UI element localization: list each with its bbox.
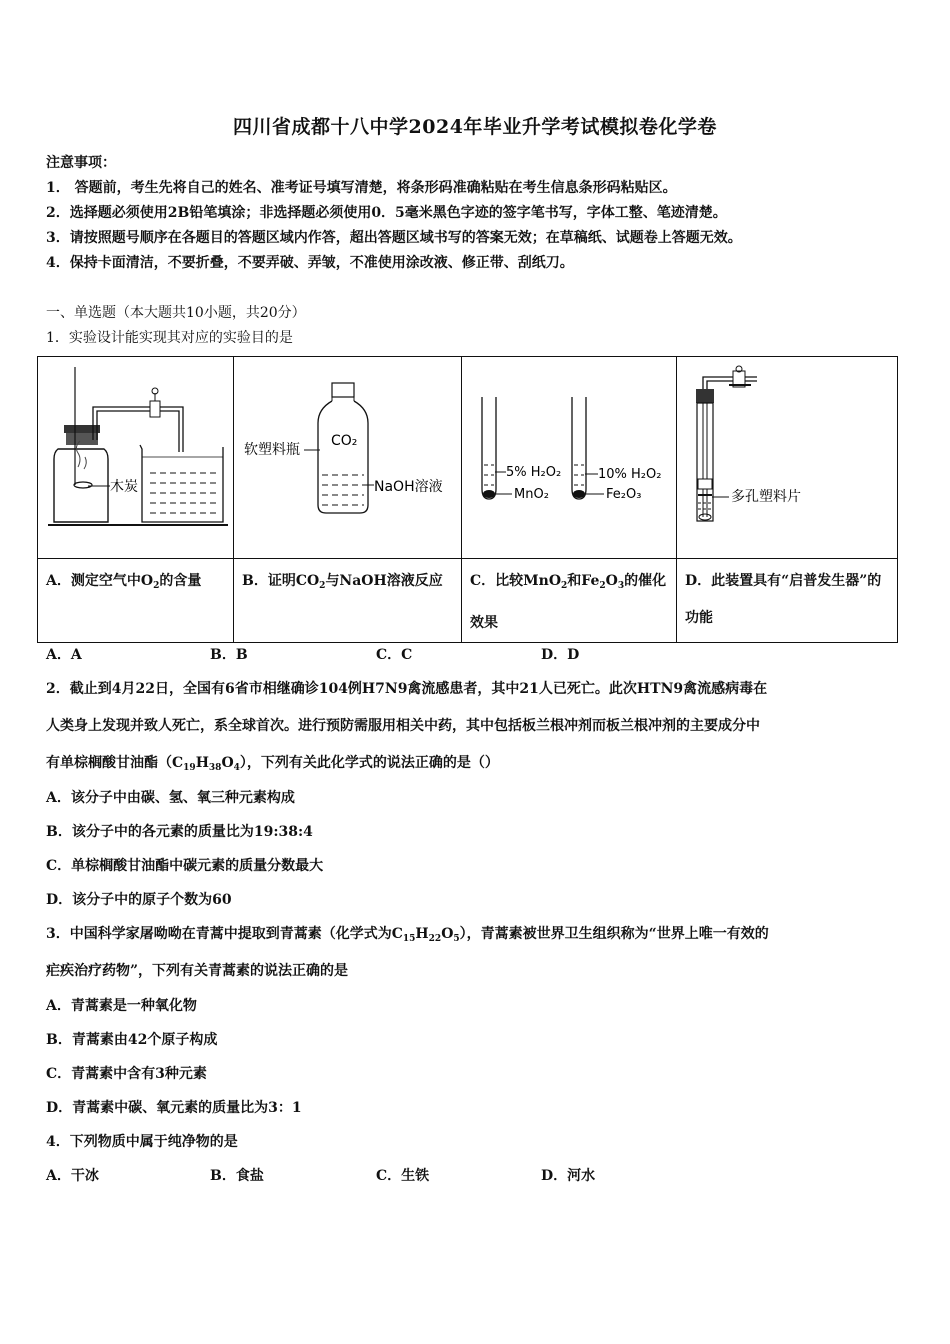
figure-c-cell: [462, 357, 677, 559]
q2-formula-pre: 有单棕榈酸甘油酯（C: [46, 755, 184, 771]
q3-formula-pre: 3．中国科学家屠呦呦在青蒿中提取到青蒿素（化学式为C: [46, 926, 403, 942]
q3-option-d[interactable]: D．青蒿素中碳、氧元素的质量比为3：1: [46, 1100, 302, 1116]
notice-item-3: 3．请按照题号顺序在各题目的答题区域内作答，超出答题区域书写的答案无效；在草稿纸、试题卷上答题无效。: [46, 230, 742, 246]
q1-figure-table: [37, 356, 898, 643]
q2-formula-h: H: [195, 755, 209, 771]
figure-c-left-bottom-label: MnO₂: [514, 487, 549, 502]
caption-a-text-2: 的含量: [159, 573, 202, 589]
caption-b-text-1: B．证明CO: [242, 573, 320, 589]
figure-d-apparatus: [677, 357, 898, 554]
figure-b-bottle-label: 软塑料瓶: [244, 442, 300, 458]
q1-option-c[interactable]: C．C: [376, 647, 413, 663]
figure-b-apparatus: [234, 357, 462, 554]
caption-d: D．此装置具有“启普发生器”的功能: [677, 559, 898, 643]
q4-option-d[interactable]: D．河水: [541, 1168, 596, 1184]
figure-b-cell: [234, 357, 462, 559]
figure-c-right-top-label: 10% H₂O₂: [598, 467, 662, 482]
q3-option-a[interactable]: A．青蒿素是一种氧化物: [46, 998, 197, 1014]
caption-a-text-1: A．测定空气中O: [46, 573, 154, 589]
caption-b-sub: 2: [319, 581, 326, 591]
q2-line-1: 2．截止到4月22日，全国有6省市相继确诊104例H7N9禽流感患者，其中21人已死亡。此次HTN9禽流感病毒在: [46, 681, 768, 697]
q1-option-a[interactable]: A．A: [46, 647, 82, 663]
caption-c-sub-3: 3: [617, 581, 625, 591]
q3-formula-o: O: [441, 926, 454, 942]
q4-option-b[interactable]: B．食盐: [210, 1168, 264, 1184]
q3-formula-sub-o: 5: [453, 934, 460, 944]
caption-b-text-2: 与NaOH溶液反应: [325, 573, 443, 589]
q2-option-b[interactable]: B．该分子中的各元素的质量比为19:38:4: [46, 824, 313, 840]
q3-line-1: [46, 923, 769, 944]
q1-option-d[interactable]: D．D: [541, 647, 580, 663]
q3-option-b[interactable]: B．青蒿素由42个原子构成: [46, 1032, 218, 1048]
q2-formula-post: ），下列有关此化学式的说法正确的是（）: [239, 755, 499, 771]
caption-b: [234, 559, 462, 643]
figure-d-label: 多孔塑料片: [731, 489, 801, 505]
caption-a: [38, 559, 234, 643]
notice-item-4: 4．保持卡面清洁，不要折叠，不要弄破、弄皱，不准使用涂改液、修正带、刮纸刀。: [46, 255, 574, 271]
figure-a-label: 木炭: [110, 479, 138, 495]
q2-formula-sub-h: 38: [208, 763, 222, 773]
caption-c-text-3: O: [605, 573, 618, 589]
figure-b-solution-label: NaOH溶液: [374, 479, 443, 495]
caption-c-sub-2: 2: [599, 581, 606, 591]
q4-option-a[interactable]: A．干冰: [46, 1168, 99, 1184]
figure-b-gas-label: CO₂: [331, 433, 358, 449]
q3-option-c[interactable]: C．青蒿素中含有3种元素: [46, 1066, 207, 1082]
caption-c-text-1: C．比较MnO: [470, 573, 562, 589]
q2-line-2: 人类身上发现并致人死亡，系全球首次。进行预防需服用相关中药，其中包括板兰根冲剂而板兰根冲剂的主要成分中: [46, 718, 760, 734]
caption-c-text-2: 和Fe: [567, 573, 600, 589]
figure-a-apparatus: [38, 357, 234, 554]
figure-c-apparatus: [462, 357, 677, 554]
figure-c-left-top-label: 5% H₂O₂: [506, 465, 562, 480]
q2-line-3: [46, 752, 499, 773]
q3-formula-sub-c: 15: [402, 934, 416, 944]
caption-c-text-4: 的催化效果: [470, 573, 667, 631]
notice-heading: 注意事项：: [46, 155, 116, 171]
figure-a-cell: [38, 357, 234, 559]
q4-stem: 4．下列物质中属于纯净物的是: [46, 1134, 238, 1150]
q2-formula-sub-o: 4: [233, 763, 240, 773]
figure-d-cell: [677, 357, 898, 559]
notice-item-1: 1． 答题前，考生先将自己的姓名、准考证号填写清楚，将条形码准确粘贴在考生信息条形码粘贴区。: [46, 180, 677, 196]
q4-option-c[interactable]: C．生铁: [376, 1168, 430, 1184]
q1-option-b[interactable]: B．B: [210, 647, 248, 663]
q2-formula-o: O: [221, 755, 234, 771]
q1-stem: 1．实验设计能实现其对应的实验目的是: [46, 330, 293, 346]
q2-option-c[interactable]: C．单棕榈酸甘油酯中碳元素的质量分数最大: [46, 858, 324, 874]
notice-item-2: 2．选择题必须使用2B铅笔填涂；非选择题必须使用0．5毫米黑色字迹的签字笔书写，字体工整、笔迹清楚。: [46, 205, 727, 221]
q3-formula-sub-h: 22: [428, 934, 442, 944]
q3-line-2: 疟疾治疗药物”，下列有关青蒿素的说法正确的是: [46, 963, 349, 979]
section-heading: 一、单选题（本大题共10小题，共20分）: [46, 305, 306, 321]
q2-formula-sub-c: 19: [183, 763, 196, 773]
caption-c: [462, 559, 677, 643]
q3-formula-post: ），青蒿素被世界卫生组织称为“世界上唯一有效的: [459, 926, 769, 942]
caption-a-sub: 2: [153, 581, 160, 591]
q2-option-d[interactable]: D．该分子中的原子个数为60: [46, 892, 232, 908]
q3-formula-h: H: [415, 926, 429, 942]
figure-c-right-bottom-label: Fe₂O₃: [606, 487, 642, 502]
q2-option-a[interactable]: A．该分子中由碳、氢、氧三种元素构成: [46, 790, 295, 806]
page-title: 四川省成都十八中学2024年毕业升学考试模拟卷化学卷: [233, 116, 717, 138]
caption-c-sub-1: 2: [561, 581, 568, 591]
